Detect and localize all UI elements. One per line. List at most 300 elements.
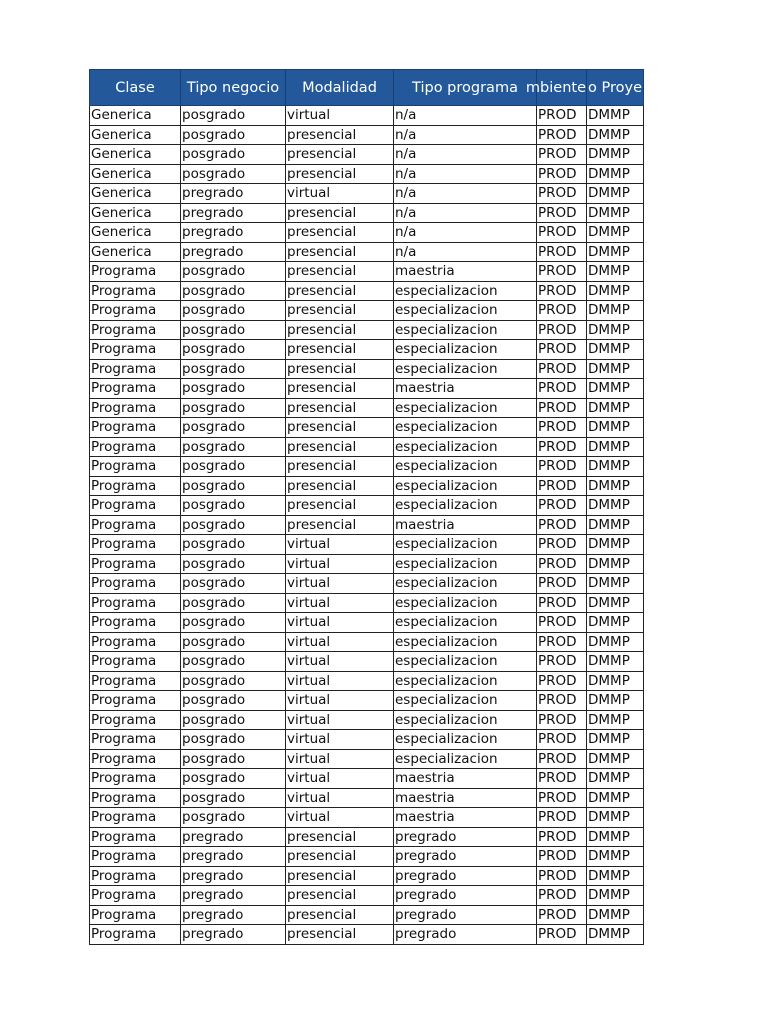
tipo-programa-cell: especializacion [394,281,537,301]
tipo-programa-cell: especializacion [394,710,537,730]
table-row [90,437,644,457]
tipo-programa-cell: n/a [394,223,537,243]
proyecto-cell: DMMP [587,457,644,477]
proyecto-cell: DMMP [587,710,644,730]
proyecto-cell: DMMP [587,164,644,184]
tipo-programa-cell: especializacion [394,613,537,633]
modalidad-cell: presencial [286,359,394,379]
ambiente-cell: PROD [537,905,587,925]
tipo-negocio-cell: posgrado [181,730,286,750]
table-row [90,866,644,886]
clase-cell: Programa [90,925,181,945]
proyecto-cell: DMMP [587,905,644,925]
proyecto-cell: DMMP [587,184,644,204]
table-row [90,749,644,769]
tipo-programa-cell: especializacion [394,301,537,321]
table-row [90,106,644,126]
proyecto-cell: DMMP [587,515,644,535]
clase-cell: Programa [90,632,181,652]
modalidad-cell: presencial [286,925,394,945]
tipo-negocio-cell: pregrado [181,905,286,925]
modalidad-cell: presencial [286,437,394,457]
clase-cell: Programa [90,496,181,516]
proyecto-cell: DMMP [587,652,644,672]
ambiente-cell: PROD [537,769,587,789]
ambiente-cell: PROD [537,632,587,652]
modalidad-cell: presencial [286,262,394,282]
clase-cell: Programa [90,886,181,906]
tipo-negocio-cell: posgrado [181,749,286,769]
table-row [90,808,644,828]
tipo-negocio-cell: posgrado [181,574,286,594]
ambiente-cell: PROD [537,827,587,847]
tipo-programa-cell: especializacion [394,457,537,477]
tipo-negocio-cell: posgrado [181,476,286,496]
proyecto-cell: DMMP [587,925,644,945]
ambiente-cell: PROD [537,749,587,769]
proyecto-cell: DMMP [587,808,644,828]
modalidad-cell: presencial [286,827,394,847]
clase-cell: Programa [90,457,181,477]
proyecto-cell: DMMP [587,866,644,886]
tipo-programa-cell: maestria [394,262,537,282]
clase-cell: Programa [90,691,181,711]
ambiente-cell: PROD [537,164,587,184]
tipo-negocio-cell: posgrado [181,398,286,418]
tipo-negocio-cell: posgrado [181,145,286,165]
clase-cell: Programa [90,652,181,672]
tipo-negocio-cell: posgrado [181,125,286,145]
proyecto-cell: DMMP [587,535,644,555]
ambiente-cell: PROD [537,262,587,282]
ambiente-cell: PROD [537,145,587,165]
proyecto-cell: DMMP [587,379,644,399]
tipo-programa-cell: especializacion [394,437,537,457]
tipo-negocio-cell: posgrado [181,554,286,574]
tipo-negocio-cell: posgrado [181,418,286,438]
clase-cell: Programa [90,476,181,496]
proyecto-cell: DMMP [587,886,644,906]
proyecto-cell: DMMP [587,145,644,165]
table-row [90,905,644,925]
tipo-programa-cell: especializacion [394,340,537,360]
ambiente-cell: PROD [537,359,587,379]
proyecto-cell: DMMP [587,671,644,691]
modalidad-cell: presencial [286,301,394,321]
clase-cell: Programa [90,730,181,750]
proyecto-cell: DMMP [587,749,644,769]
ambiente-cell: PROD [537,515,587,535]
modalidad-cell: virtual [286,749,394,769]
modalidad-cell: presencial [286,515,394,535]
table-row [90,359,644,379]
modalidad-cell: presencial [286,496,394,516]
tipo-negocio-cell: pregrado [181,847,286,867]
tipo-programa-cell: especializacion [394,398,537,418]
tipo-negocio-cell: posgrado [181,437,286,457]
table-row [90,398,644,418]
clase-cell: Programa [90,710,181,730]
proyecto-cell: DMMP [587,106,644,126]
table-row [90,340,644,360]
table-row [90,925,644,945]
modalidad-cell: presencial [286,418,394,438]
tipo-negocio-cell: posgrado [181,652,286,672]
clase-cell: Programa [90,281,181,301]
tipo-negocio-cell: posgrado [181,106,286,126]
clase-cell: Programa [90,749,181,769]
tipo-programa-cell: maestria [394,788,537,808]
tipo-negocio-cell: posgrado [181,379,286,399]
modalidad-cell: presencial [286,847,394,867]
table-row [90,301,644,321]
modalidad-cell: presencial [286,379,394,399]
ambiente-cell: PROD [537,203,587,223]
ambiente-cell: PROD [537,496,587,516]
table-row [90,262,644,282]
tipo-programa-cell: maestria [394,379,537,399]
proyecto-cell: DMMP [587,827,644,847]
ambiente-cell: PROD [537,788,587,808]
spreadsheet-table-container [89,69,644,945]
ambiente-cell: PROD [537,457,587,477]
tipo-negocio-cell: posgrado [181,788,286,808]
tipo-programa-cell: especializacion [394,730,537,750]
clase-cell: Generica [90,145,181,165]
proyecto-cell: DMMP [587,613,644,633]
modalidad-cell: presencial [286,320,394,340]
tipo-programa-cell: especializacion [394,593,537,613]
clase-cell: Programa [90,437,181,457]
modalidad-cell: virtual [286,691,394,711]
ambiente-cell: PROD [537,418,587,438]
data-table [89,69,644,945]
modalidad-cell: virtual [286,730,394,750]
clase-cell: Programa [90,535,181,555]
proyecto-cell: DMMP [587,554,644,574]
tipo-programa-cell: maestria [394,808,537,828]
ambiente-cell: PROD [537,730,587,750]
tipo-negocio-cell: posgrado [181,515,286,535]
table-row [90,281,644,301]
modalidad-cell: presencial [286,223,394,243]
ambiente-cell: PROD [537,847,587,867]
table-row [90,184,644,204]
column-header-tipo-negocio: Tipo negocio [181,70,286,106]
proyecto-cell: DMMP [587,769,644,789]
table-row [90,125,644,145]
tipo-negocio-cell: posgrado [181,457,286,477]
ambiente-cell: PROD [537,554,587,574]
clase-cell: Programa [90,866,181,886]
clase-cell: Programa [90,418,181,438]
modalidad-cell: presencial [286,905,394,925]
modalidad-cell: virtual [286,535,394,555]
ambiente-cell: PROD [537,281,587,301]
table-row [90,613,644,633]
modalidad-cell: virtual [286,710,394,730]
proyecto-cell: DMMP [587,281,644,301]
clase-cell: Programa [90,769,181,789]
table-row [90,788,644,808]
proyecto-cell: DMMP [587,359,644,379]
proyecto-cell: DMMP [587,730,644,750]
ambiente-cell: PROD [537,866,587,886]
proyecto-cell: DMMP [587,242,644,262]
proyecto-cell: DMMP [587,398,644,418]
modalidad-cell: presencial [286,476,394,496]
tipo-negocio-cell: posgrado [181,301,286,321]
modalidad-cell: presencial [286,203,394,223]
modalidad-cell: presencial [286,145,394,165]
ambiente-cell: PROD [537,320,587,340]
ambiente-cell: PROD [537,925,587,945]
tipo-negocio-cell: pregrado [181,203,286,223]
tipo-programa-cell: maestria [394,769,537,789]
ambiente-cell: PROD [537,593,587,613]
clase-cell: Generica [90,164,181,184]
tipo-negocio-cell: pregrado [181,223,286,243]
proyecto-cell: DMMP [587,301,644,321]
tipo-negocio-cell: posgrado [181,593,286,613]
table-row [90,203,644,223]
table-row [90,164,644,184]
table-row [90,476,644,496]
clase-cell: Programa [90,320,181,340]
clase-cell: Generica [90,184,181,204]
modalidad-cell: presencial [286,281,394,301]
proyecto-cell: DMMP [587,691,644,711]
table-row [90,827,644,847]
tipo-negocio-cell: posgrado [181,710,286,730]
table-row [90,847,644,867]
ambiente-cell: PROD [537,125,587,145]
modalidad-cell: virtual [286,574,394,594]
table-row [90,223,644,243]
table-row [90,886,644,906]
modalidad-cell: virtual [286,554,394,574]
modalidad-cell: presencial [286,125,394,145]
tipo-programa-cell: especializacion [394,749,537,769]
column-header-proyecto: o Proye [587,70,644,106]
proyecto-cell: DMMP [587,125,644,145]
clase-cell: Programa [90,554,181,574]
tipo-programa-cell: n/a [394,203,537,223]
tipo-negocio-cell: posgrado [181,691,286,711]
tipo-negocio-cell: pregrado [181,827,286,847]
table-row [90,145,644,165]
tipo-programa-cell: especializacion [394,476,537,496]
tipo-programa-cell: especializacion [394,359,537,379]
column-header-ambiente: mbiente [537,70,587,106]
table-row [90,652,644,672]
tipo-negocio-cell: posgrado [181,340,286,360]
clase-cell: Programa [90,593,181,613]
tipo-negocio-cell: posgrado [181,281,286,301]
modalidad-cell: presencial [286,886,394,906]
clase-cell: Programa [90,262,181,282]
tipo-programa-cell: especializacion [394,652,537,672]
table-row [90,320,644,340]
clase-cell: Programa [90,905,181,925]
proyecto-cell: DMMP [587,320,644,340]
clase-cell: Programa [90,808,181,828]
clase-cell: Programa [90,379,181,399]
proyecto-cell: DMMP [587,788,644,808]
modalidad-cell: presencial [286,242,394,262]
tipo-negocio-cell: posgrado [181,359,286,379]
ambiente-cell: PROD [537,808,587,828]
ambiente-cell: PROD [537,671,587,691]
clase-cell: Generica [90,106,181,126]
tipo-programa-cell: pregrado [394,886,537,906]
proyecto-cell: DMMP [587,340,644,360]
ambiente-cell: PROD [537,476,587,496]
tipo-programa-cell: n/a [394,164,537,184]
clase-cell: Programa [90,827,181,847]
proyecto-cell: DMMP [587,262,644,282]
clase-cell: Programa [90,613,181,633]
table-row [90,242,644,262]
tipo-negocio-cell: posgrado [181,320,286,340]
proyecto-cell: DMMP [587,574,644,594]
column-header-tipo-programa: Tipo programa [394,70,537,106]
ambiente-cell: PROD [537,223,587,243]
table-row [90,496,644,516]
tipo-negocio-cell: posgrado [181,671,286,691]
modalidad-cell: presencial [286,340,394,360]
ambiente-cell: PROD [537,886,587,906]
tipo-programa-cell: pregrado [394,905,537,925]
tipo-negocio-cell: posgrado [181,262,286,282]
tipo-programa-cell: especializacion [394,320,537,340]
column-header-clase: Clase [90,70,181,106]
tipo-programa-cell: especializacion [394,691,537,711]
modalidad-cell: virtual [286,106,394,126]
clase-cell: Programa [90,574,181,594]
modalidad-cell: virtual [286,652,394,672]
ambiente-cell: PROD [537,379,587,399]
tipo-programa-cell: especializacion [394,554,537,574]
tipo-negocio-cell: pregrado [181,866,286,886]
clase-cell: Programa [90,359,181,379]
clase-cell: Generica [90,223,181,243]
tipo-programa-cell: pregrado [394,866,537,886]
clase-cell: Generica [90,203,181,223]
modalidad-cell: virtual [286,632,394,652]
table-body [90,106,644,945]
tipo-negocio-cell: posgrado [181,613,286,633]
tipo-programa-cell: n/a [394,106,537,126]
clase-cell: Programa [90,847,181,867]
tipo-negocio-cell: pregrado [181,184,286,204]
proyecto-cell: DMMP [587,593,644,613]
tipo-programa-cell: especializacion [394,671,537,691]
header-row [90,70,644,106]
modalidad-cell: virtual [286,788,394,808]
tipo-programa-cell: especializacion [394,632,537,652]
modalidad-cell: virtual [286,671,394,691]
proyecto-cell: DMMP [587,632,644,652]
ambiente-cell: PROD [537,398,587,418]
table-row [90,593,644,613]
modalidad-cell: virtual [286,184,394,204]
ambiente-cell: PROD [537,535,587,555]
modalidad-cell: virtual [286,808,394,828]
table-row [90,574,644,594]
clase-cell: Programa [90,515,181,535]
tipo-negocio-cell: posgrado [181,769,286,789]
tipo-negocio-cell: posgrado [181,164,286,184]
tipo-programa-cell: pregrado [394,925,537,945]
tipo-programa-cell: especializacion [394,496,537,516]
tipo-negocio-cell: pregrado [181,886,286,906]
tipo-programa-cell: n/a [394,242,537,262]
tipo-programa-cell: especializacion [394,535,537,555]
proyecto-cell: DMMP [587,418,644,438]
ambiente-cell: PROD [537,184,587,204]
clase-cell: Programa [90,671,181,691]
tipo-programa-cell: n/a [394,184,537,204]
tipo-negocio-cell: posgrado [181,496,286,516]
tipo-programa-cell: n/a [394,125,537,145]
ambiente-cell: PROD [537,106,587,126]
proyecto-cell: DMMP [587,203,644,223]
table-row [90,515,644,535]
tipo-programa-cell: especializacion [394,574,537,594]
proyecto-cell: DMMP [587,223,644,243]
proyecto-cell: DMMP [587,496,644,516]
clase-cell: Programa [90,301,181,321]
table-row [90,418,644,438]
modalidad-cell: presencial [286,866,394,886]
table-row [90,769,644,789]
ambiente-cell: PROD [537,710,587,730]
clase-cell: Programa [90,398,181,418]
ambiente-cell: PROD [537,574,587,594]
modalidad-cell: presencial [286,398,394,418]
column-header-modalidad: Modalidad [286,70,394,106]
modalidad-cell: presencial [286,457,394,477]
clase-cell: Generica [90,125,181,145]
ambiente-cell: PROD [537,652,587,672]
ambiente-cell: PROD [537,340,587,360]
tipo-programa-cell: maestria [394,515,537,535]
table-row [90,671,644,691]
modalidad-cell: virtual [286,593,394,613]
clase-cell: Programa [90,788,181,808]
tipo-programa-cell: especializacion [394,418,537,438]
ambiente-cell: PROD [537,242,587,262]
ambiente-cell: PROD [537,613,587,633]
tipo-negocio-cell: pregrado [181,242,286,262]
table-row [90,379,644,399]
modalidad-cell: virtual [286,613,394,633]
table-row [90,632,644,652]
proyecto-cell: DMMP [587,476,644,496]
table-row [90,691,644,711]
tipo-programa-cell: pregrado [394,827,537,847]
modalidad-cell: presencial [286,164,394,184]
table-row [90,710,644,730]
proyecto-cell: DMMP [587,437,644,457]
ambiente-cell: PROD [537,301,587,321]
table-row [90,457,644,477]
table-row [90,535,644,555]
ambiente-cell: PROD [537,437,587,457]
clase-cell: Generica [90,242,181,262]
tipo-negocio-cell: posgrado [181,808,286,828]
